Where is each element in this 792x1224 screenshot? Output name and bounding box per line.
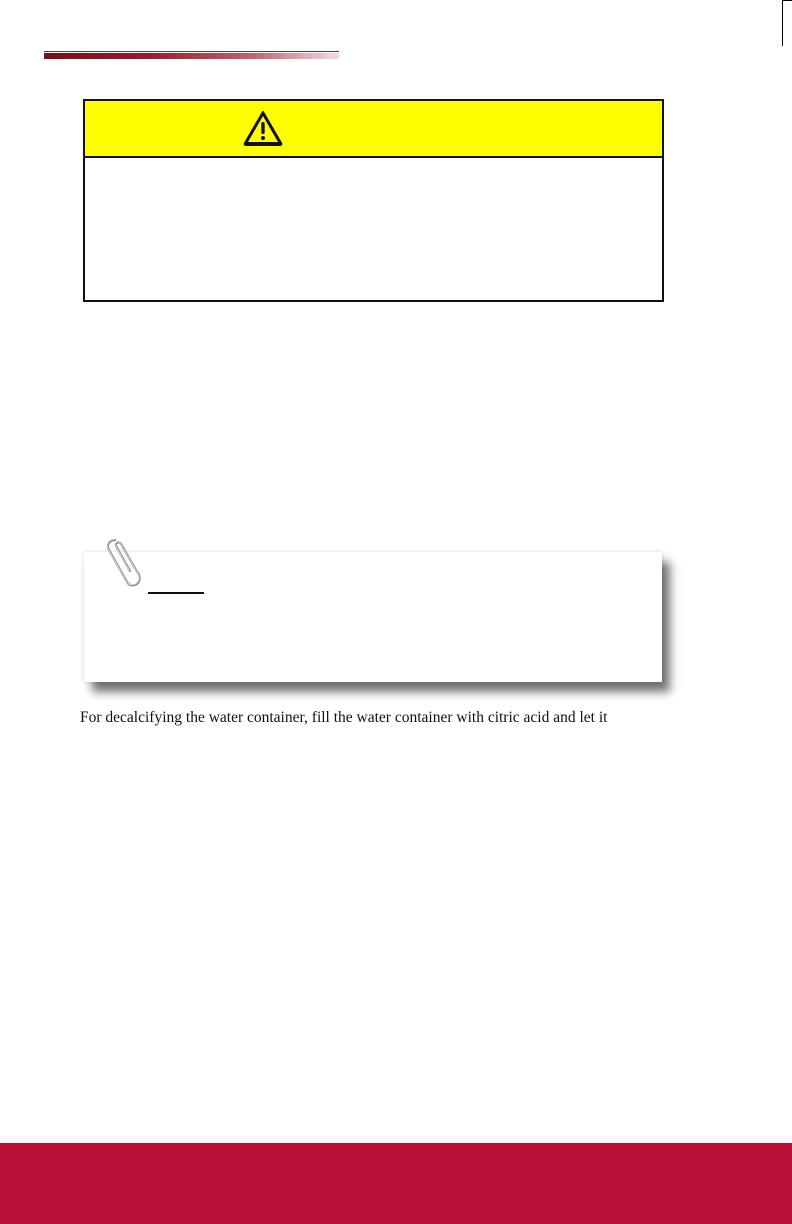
warning-body: [85, 158, 662, 186]
crop-mark-right: [782, 0, 783, 46]
header-rule-line: [44, 51, 339, 52]
note-card: [84, 552, 662, 682]
body-paragraph: For decalcifying the water container, fill the water container with citric acid and let it: [80, 709, 608, 726]
warning-header: [85, 101, 662, 158]
footer-bar: [0, 1143, 792, 1224]
paperclip-icon: [101, 534, 145, 592]
warning-box: [83, 99, 664, 302]
crop-mark-top: [782, 0, 792, 1]
warning-triangle-icon: [243, 110, 283, 146]
header-rule: [44, 53, 339, 59]
note-label-underline: [148, 592, 204, 594]
